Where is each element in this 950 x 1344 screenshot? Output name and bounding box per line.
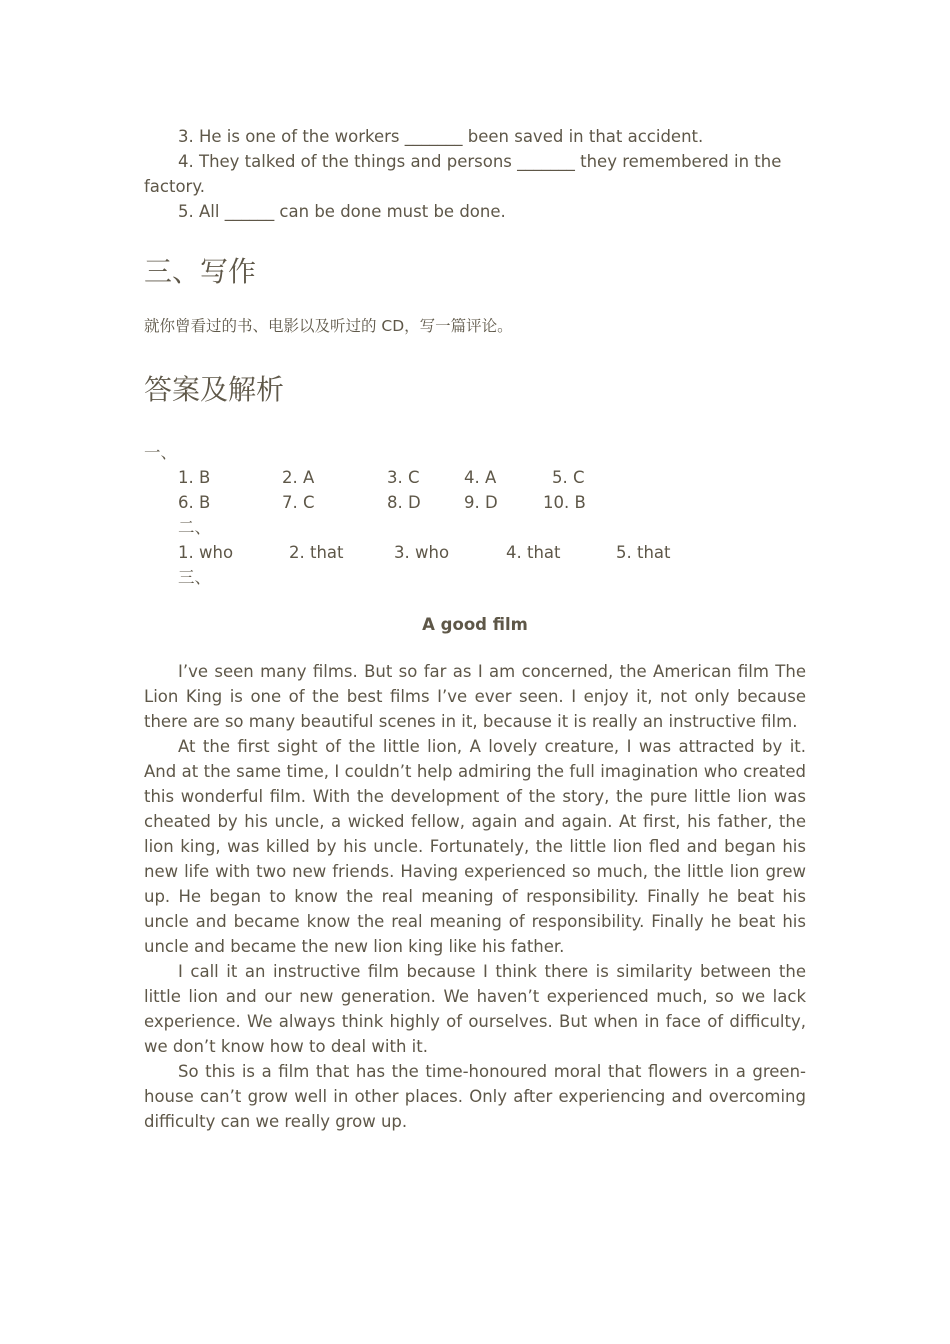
answers-heading: 答案及解析 bbox=[144, 373, 285, 406]
exercise-item-3: 3. He is one of the workers _______ been saved in that accident. bbox=[178, 127, 704, 146]
essay-paragraph-2: At the first sight of the little lion, A lovely creature, I was attracted by it. And at the same time, I couldn’t help admiring the full imagination who created this wonderful film. With the development of the story, the pure little lion was cheated by his uncle, a wicked fellow, again and again. At first, his father, the lion king, was killed by his uncle. Fortunately, the little lion fled and began his new life with two new friends. Having experienced so much, the little lion grew up. He began to know the real meaning of responsibility. Finally he beat his uncle and became know the real meaning of responsibility. Finally he beat his uncle and became the new lion king like his father. bbox=[144, 737, 806, 956]
essay-paragraph-1: I’ve seen many films. But so far as I am concerned, the American film The Lion King is one of the best films I’ve ever seen. I enjoy it, not only because there are so many beautiful scenes in it, because it is really an instructive film. bbox=[144, 662, 806, 731]
answers-part2-row bbox=[144, 540, 806, 565]
exercise-list bbox=[144, 124, 806, 224]
answer-cell: 6. B bbox=[178, 493, 211, 512]
answer-cell: 10. B bbox=[543, 493, 586, 512]
exercise-item-5: 5. All ______ can be done must be done. bbox=[178, 202, 506, 221]
essay-paragraph-4: So this is a film that has the time-honoured moral that flowers in a green-house can’t grow well in other places. Only after experiencing and overcoming difficulty can we really grow up. bbox=[144, 1062, 806, 1131]
answer-cell: 8. D bbox=[387, 493, 421, 512]
answers-part1-label: 一、 bbox=[144, 443, 177, 462]
answer-cell: 5. that bbox=[616, 543, 671, 562]
answer-cell: 1. who bbox=[178, 543, 234, 562]
answer-cell: 2. that bbox=[289, 543, 344, 562]
essay-paragraph-3: I call it an instructive film because I think there is similarity between the little lion and our new generation. We haven’t experienced much, so we lack experience. We always think highly of ourselves. But when in face of difficulty, we don’t know how to deal with it. bbox=[144, 962, 806, 1056]
answer-cell: 3. C bbox=[387, 468, 420, 487]
answers-part3-label: 三、 bbox=[178, 568, 211, 587]
answer-cell: 4. that bbox=[506, 543, 561, 562]
answer-cell: 1. B bbox=[178, 468, 211, 487]
writing-heading: 三、写作 bbox=[144, 255, 257, 288]
answers-part1-row2 bbox=[144, 490, 806, 515]
essay-title: A good film bbox=[422, 615, 528, 634]
answer-cell: 4. A bbox=[464, 468, 497, 487]
answers-part1-row1 bbox=[144, 465, 806, 490]
writing-instruction: 就你曾看过的书、电影以及听过的 CD，写一篇评论。 bbox=[144, 317, 513, 335]
answer-cell: 2. A bbox=[282, 468, 315, 487]
exercise-item-4-continued: factory. bbox=[144, 177, 205, 196]
document-page bbox=[144, 124, 806, 1134]
answer-cell: 5. C bbox=[552, 468, 585, 487]
answers-part2-label: 二、 bbox=[178, 518, 211, 537]
answer-cell: 9. D bbox=[464, 493, 498, 512]
answer-cell: 3. who bbox=[394, 543, 450, 562]
answer-cell: 7. C bbox=[282, 493, 315, 512]
exercise-item-4: 4. They talked of the things and persons _______ they remembered in the bbox=[178, 152, 782, 171]
essay-body bbox=[144, 659, 806, 1134]
